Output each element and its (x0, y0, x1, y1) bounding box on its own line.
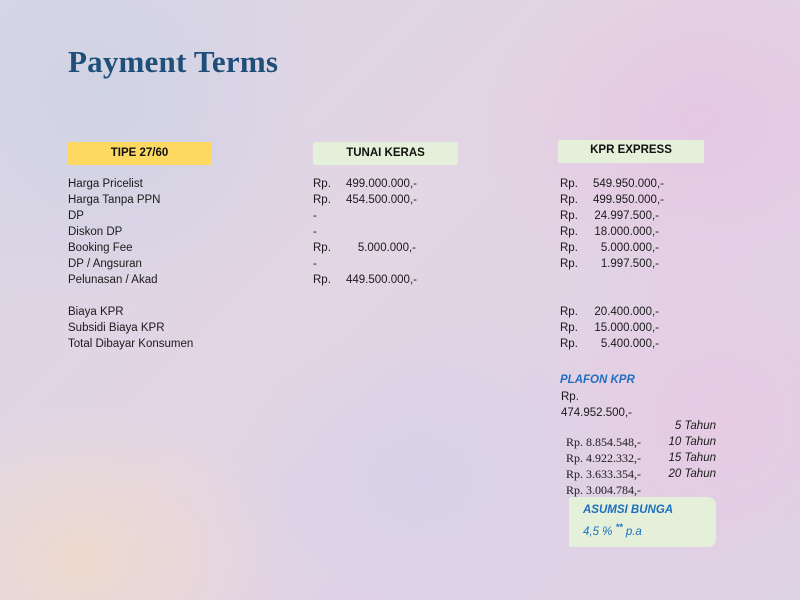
interest-assumption-box (569, 497, 716, 547)
installment-value: Rp. 8.854.548,- (566, 435, 641, 449)
cash-value: Rp. 454.500.000,- (313, 194, 417, 206)
cash-value: - (313, 258, 317, 270)
label-biaya-kpr: Biaya KPR (68, 306, 124, 318)
kpr-value: Rp. 24.997.500,- (560, 210, 659, 222)
label-harga-tanpa-ppn: Harga Tanpa PPN (68, 194, 161, 206)
label-pelunasan-akad: Pelunasan / Akad (68, 274, 158, 286)
kpr-cost-value: Rp. 15.000.000,- (560, 322, 659, 334)
installment-value: Rp. 3.633.354,- (566, 467, 641, 481)
plafon-kpr-value: Rp. 474.952.500,- (561, 391, 632, 419)
label-subsidi-biaya-kpr: Subsidi Biaya KPR (68, 322, 165, 334)
tenor-label: 15 Tahun (668, 452, 716, 464)
label-total-dibayar: Total Dibayar Konsumen (68, 338, 194, 350)
page-title: Payment Terms (68, 44, 279, 79)
tenor-label: 5 Tahun (674, 420, 716, 432)
kpr-value: Rp. 1.997.500,- (560, 258, 659, 270)
cash-header: TUNAI KERAS (313, 142, 458, 165)
tenor-label: 10 Tahun (668, 436, 716, 448)
kpr-value: Rp. 549.950.000,- (560, 178, 664, 190)
cash-column (313, 176, 416, 288)
label-dp: DP (68, 210, 84, 222)
interest-rate: 4,5 % ** p.a (583, 522, 642, 538)
label-diskon-dp: Diskon DP (68, 226, 123, 238)
label-booking-fee: Booking Fee (68, 242, 133, 254)
kpr-value: Rp. 18.000.000,- (560, 226, 659, 238)
plafon-kpr-title: PLAFON KPR (560, 374, 635, 386)
cash-value: Rp. 449.500.000,- (313, 274, 417, 286)
cash-value: Rp. 499.000.000,- (313, 178, 417, 190)
kpr-column (560, 176, 664, 352)
label-harga-pricelist: Harga Pricelist (68, 178, 143, 190)
tenor-years-list (630, 418, 716, 482)
installment-value: Rp. 3.004.784,- (566, 483, 641, 497)
label-dp-angsuran: DP / Angsuran (68, 258, 142, 270)
cash-value: - (313, 226, 317, 238)
kpr-value: Rp. 5.000.000,- (560, 242, 659, 254)
tenor-label: 20 Tahun (668, 468, 716, 480)
interest-title: ASUMSI BUNGA (583, 504, 674, 516)
cash-value: - (313, 210, 317, 222)
kpr-cost-value: Rp. 20.400.000,- (560, 306, 659, 318)
labels-column (68, 176, 193, 352)
kpr-cost-value: Rp. 5.400.000,- (560, 338, 659, 350)
installment-list (566, 434, 641, 498)
cash-value: Rp. 5.000.000,- (313, 242, 416, 254)
installment-value: Rp. 4.922.332,- (566, 451, 641, 465)
unit-type-header: TIPE 27/60 (67, 142, 212, 165)
kpr-value: Rp. 499.950.000,- (560, 194, 664, 206)
kpr-express-header: KPR EXPRESS (558, 140, 704, 163)
